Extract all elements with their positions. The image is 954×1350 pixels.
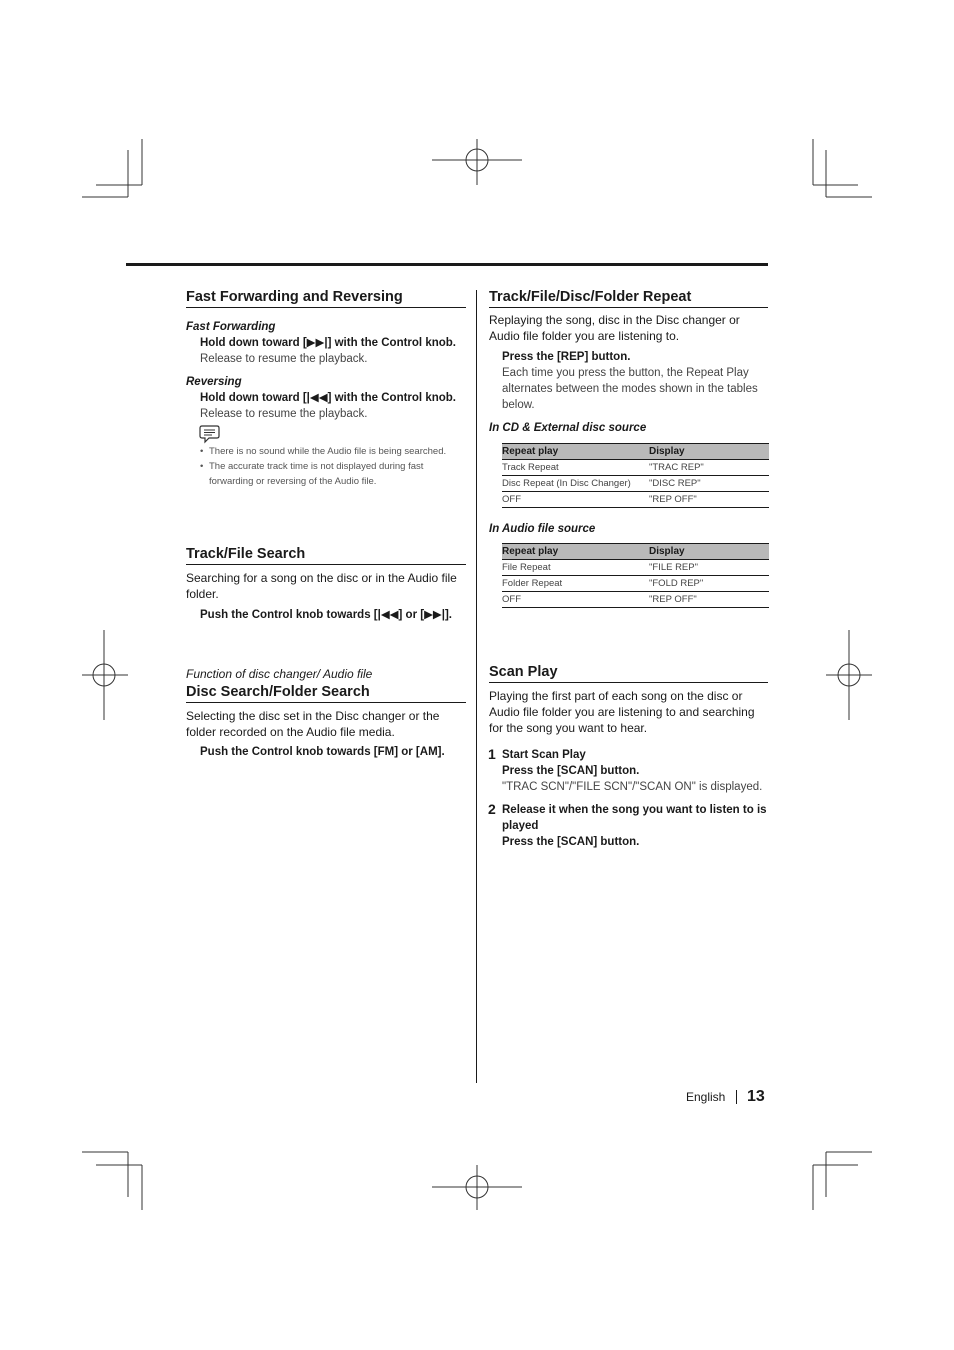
reverse-action: Hold down toward [|◀◀] with the Control knob. [200, 392, 456, 404]
heading-scan-play: Scan Play [489, 663, 768, 683]
reverse-release: Release to resume the playback. [200, 408, 368, 420]
repeat-table-audio [502, 543, 769, 608]
note-item: • The accurate track time is not displayed during fast forwarding or reversing of the Audio file. [200, 461, 424, 487]
table-row [502, 576, 769, 592]
heading-track-file-search: Track/File Search [186, 545, 466, 565]
table-header-row [502, 544, 769, 560]
note-icon [199, 424, 221, 444]
table-cell: File Repeat [502, 560, 649, 576]
note-item: • There is no sound while the Audio file is being searched. [200, 446, 447, 457]
column-header: Display [649, 544, 769, 560]
column-divider [476, 290, 477, 1083]
column-header: Repeat play [502, 544, 649, 560]
repeat-table-cd [502, 443, 769, 508]
disc-search-description: Selecting the disc set in the Disc changer or the folder recorded on the Audio file media. [186, 709, 440, 739]
subheading-reversing: Reversing [186, 376, 242, 388]
table-title-audio: In Audio file source [489, 523, 596, 535]
function-label: Function of disc changer/ Audio file [186, 667, 373, 681]
step-action: Press the [SCAN] button. [502, 836, 640, 848]
table-cell: OFF [502, 492, 649, 508]
table-cell: "DISC REP" [649, 476, 769, 492]
table-cell: Folder Repeat [502, 576, 649, 592]
repeat-action-description: Each time you press the button, the Repeat Play alternates between the modes shown in the tables below. [502, 367, 758, 411]
table-cell: Disc Repeat (In Disc Changer) [502, 476, 649, 492]
step-title: Release it when the song you want to listen to is played [502, 804, 767, 832]
heading-fast-forwarding-reversing: Fast Forwarding and Reversing [186, 288, 466, 308]
heading-repeat: Track/File/Disc/Folder Repeat [489, 288, 768, 308]
step-number: 2 [488, 801, 496, 817]
table-cell: OFF [502, 592, 649, 608]
table-row [502, 592, 769, 608]
column-header: Display [649, 444, 769, 460]
fast-forward-action: Hold down toward [▶▶|] with the Control knob. [200, 337, 456, 349]
table-row [502, 492, 769, 508]
disc-search-action: Push the Control knob towards [FM] or [AM]. [200, 746, 445, 758]
subheading-fast-forwarding: Fast Forwarding [186, 321, 276, 333]
table-row [502, 560, 769, 576]
scan-description: Playing the first part of each song on the disc or Audio file folder you are listening to and searching for the song you want to hear. [489, 689, 755, 735]
table-row [502, 460, 769, 476]
track-search-description: Searching for a song on the disc or in the Audio file folder. [186, 571, 457, 601]
step-result: "TRAC SCN"/"FILE SCN"/"SCAN ON" is displayed. [502, 781, 763, 793]
step-title: Start Scan Play [502, 749, 586, 761]
table-cell: "FOLD REP" [649, 576, 769, 592]
step-number: 1 [488, 746, 496, 762]
repeat-description: Replaying the song, disc in the Disc changer or Audio file folder you are listening to. [489, 313, 740, 343]
track-search-action: Push the Control knob towards [|◀◀] or [▶▶|]. [200, 609, 452, 621]
footer-separator [736, 1090, 737, 1104]
table-cell: "REP OFF" [649, 592, 769, 608]
table-cell: "FILE REP" [649, 560, 769, 576]
table-title-cd: In CD & External disc source [489, 422, 647, 434]
heading-disc-folder-search: Disc Search/Folder Search [186, 683, 466, 703]
header-rule [126, 263, 768, 266]
step-action: Press the [SCAN] button. [502, 765, 640, 777]
table-header-row [502, 444, 769, 460]
column-header: Repeat play [502, 444, 649, 460]
table-cell: "TRAC REP" [649, 460, 769, 476]
footer-language: English [686, 1090, 726, 1104]
table-cell: "REP OFF" [649, 492, 769, 508]
table-cell: Track Repeat [502, 460, 649, 476]
table-row [502, 476, 769, 492]
page-number: 13 [747, 1088, 765, 1105]
fast-forward-release: Release to resume the playback. [200, 353, 368, 365]
repeat-action: Press the [REP] button. [502, 351, 631, 363]
